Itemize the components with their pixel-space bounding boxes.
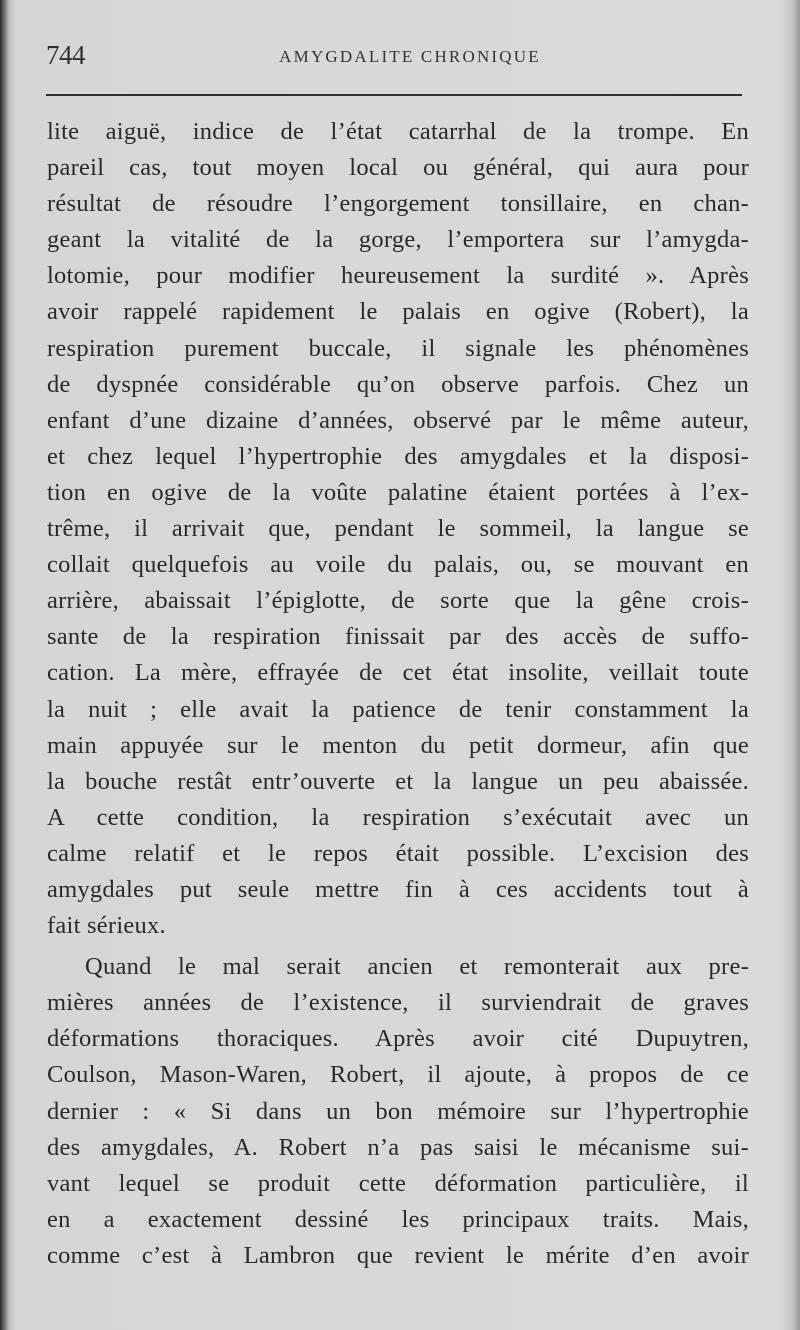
text-line: la bouche restât entr’ouverte et la langue un peu abaissée.	[47, 767, 749, 795]
body-text	[47, 114, 749, 1274]
text-line: de dyspnée considérable qu’on observe parfois. Chez un	[47, 370, 749, 398]
text-line: résultat de résoudre l’engorgement tonsillaire, en chan-	[47, 190, 749, 218]
text-line: et chez lequel l’hypertrophie des amygdales et la disposi-	[47, 442, 749, 470]
text-line: dernier : « Si dans un bon mémoire sur l’hypertrophie	[47, 1097, 749, 1125]
text-line: mières années de l’existence, il surviendrait de graves	[47, 989, 749, 1017]
text-line: des amygdales, A. Robert n’a pas saisi le mécanisme sui-	[47, 1133, 749, 1161]
text-line: en a exactement dessiné les principaux traits. Mais,	[47, 1205, 749, 1233]
text-line: déformations thoraciques. Après avoir cité Dupuytren,	[47, 1025, 749, 1053]
text-line: geant la vitalité de la gorge, l’emportera sur l’amygda-	[47, 226, 749, 254]
text-line: collait quelquefois au voile du palais, ou, se mouvant en	[47, 551, 749, 579]
text-line: pareil cas, tout moyen local ou général, qui aura pour	[47, 154, 749, 182]
text-line: lotomie, pour modifier heureusement la surdité ». Après	[47, 262, 749, 290]
text-line: arrière, abaissait l’épiglotte, de sorte que la gêne crois-	[47, 587, 749, 615]
text-line: Quand le mal serait ancien et remonterait aux pre-	[85, 953, 749, 981]
running-title: AMYGDALITE CHRONIQUE	[279, 47, 541, 66]
text-line: la nuit ; elle avait la patience de tenir constamment la	[47, 695, 749, 723]
text-line: Coulson, Mason-Waren, Robert, il ajoute, à propos de ce	[47, 1061, 749, 1089]
text-line: fait sérieux.	[47, 912, 166, 940]
running-header	[46, 38, 746, 78]
text-line: vant lequel se produit cette déformation particulière, il	[47, 1169, 749, 1197]
header-rule	[46, 94, 742, 96]
text-line: cation. La mère, effrayée de cet état insolite, veillait toute	[47, 659, 749, 687]
text-line: A cette condition, la respiration s’exécutait avec un	[47, 803, 749, 831]
text-line: calme relatif et le repos était possible. L’excision des	[47, 839, 749, 867]
text-line: respiration purement buccale, il signale les phénomènes	[47, 334, 749, 362]
text-line: sante de la respiration finissait par des accès de suffo-	[47, 623, 749, 651]
text-line: comme c’est à Lambron que revient le mérite d’en avoir	[47, 1241, 749, 1269]
paragraph	[47, 114, 749, 944]
text-line: lite aiguë, indice de l’état catarrhal de la trompe. En	[47, 118, 749, 145]
page-number: 744	[46, 40, 85, 70]
text-line: avoir rappelé rapidement le palais en ogive (Robert), la	[47, 298, 749, 326]
paragraph	[47, 949, 749, 1274]
text-line: main appuyée sur le menton du petit dormeur, afin que	[47, 731, 749, 759]
text-line: enfant d’une dizaine d’années, observé par le même auteur,	[47, 406, 749, 434]
text-line: tion en ogive de la voûte palatine étaient portées à l’ex-	[47, 478, 749, 506]
text-line: trême, il arrivait que, pendant le sommeil, la langue se	[47, 515, 749, 543]
text-line: amygdales put seule mettre fin à ces accidents tout à	[47, 875, 749, 903]
